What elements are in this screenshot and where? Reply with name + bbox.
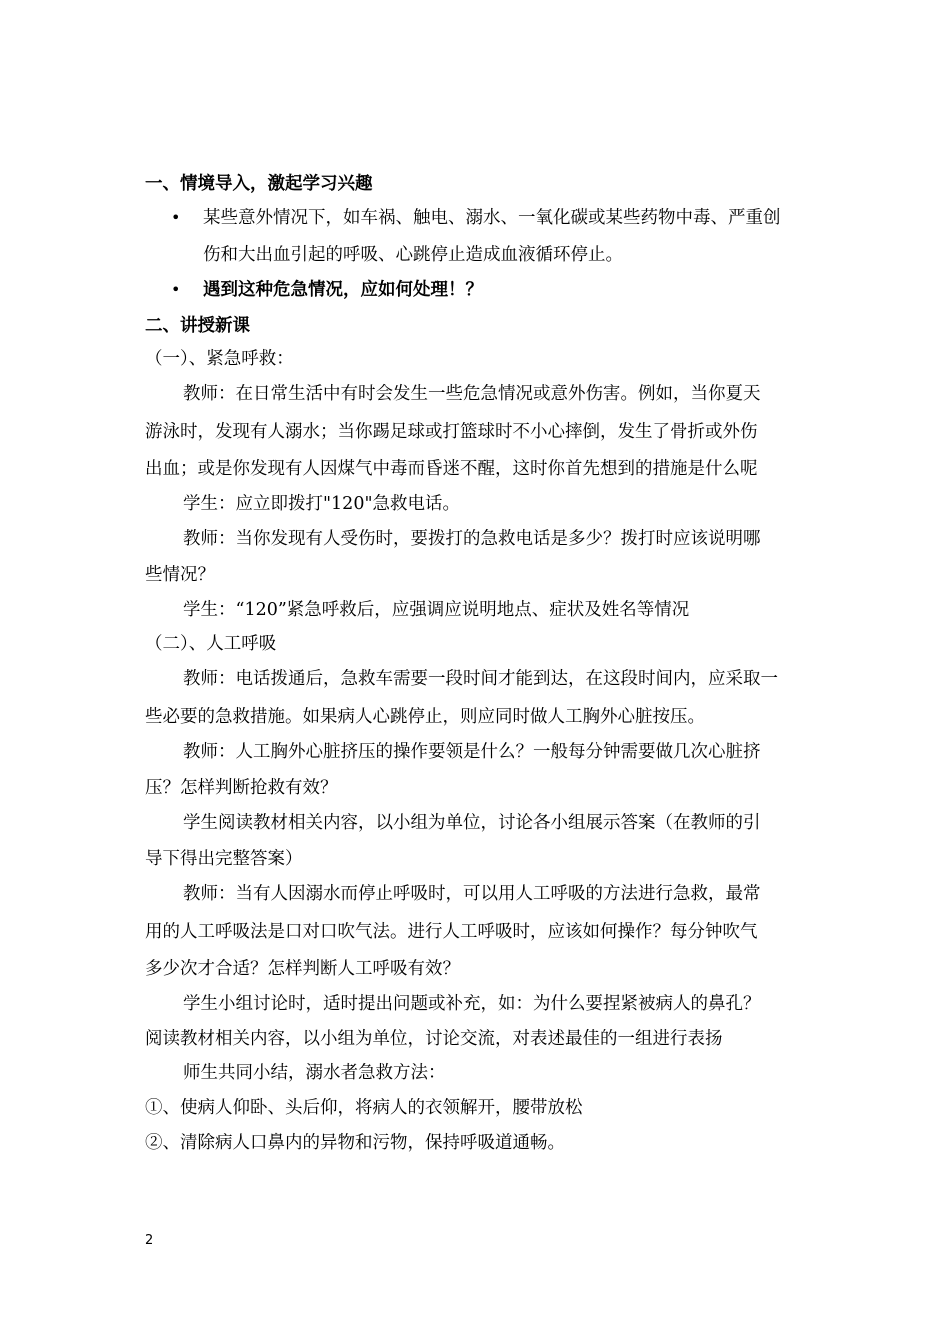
bullet1-line2: 伤和大出血引起的呼吸、心跳停止造成血液循环停止。 — [203, 245, 623, 265]
list-item-1: ①、使病人仰卧、头后仰，将病人的衣领解开，腰带放松 — [145, 1098, 583, 1118]
para2: 学生：应立即拨打"120"急救电话。 — [183, 494, 460, 514]
section1-heading: 一、情境导入，激起学习兴趣 — [145, 174, 373, 194]
para8-line3: 多少次才合适？怎样判断人工呼吸有效？ — [145, 959, 460, 979]
para5-line2: 些必要的急救措施。如果病人心跳停止，则应同时做人工胸外心脏按压。 — [145, 707, 705, 727]
bullet-1: • — [171, 208, 181, 227]
para3-line1: 教师：当你发现有人受伤时，要拨打的急救电话是多少？拨打时应该说明哪 — [183, 529, 761, 549]
para8-line2: 用的人工呼吸法是口对口吹气法。进行人工呼吸时，应该如何操作？每分钟吹气 — [145, 922, 758, 942]
para1-line2: 游泳时，发现有人溺水；当你踢足球或打篮球时不小心摔倒，发生了骨折或外伤 — [145, 422, 758, 442]
para9-line2: 阅读教材相关内容，以小组为单位，讨论交流，对表述最佳的一组进行表扬 — [145, 1029, 723, 1049]
para7-line1: 学生阅读教材相关内容，以小组为单位，讨论各小组展示答案（在教师的引 — [183, 813, 761, 833]
page-number: 2 — [145, 1233, 154, 1248]
bullet-2: • — [171, 280, 181, 299]
para1-line1: 教师：在日常生活中有时会发生一些危急情况或意外伤害。例如，当你夏天 — [183, 384, 761, 404]
para9-line1: 学生小组讨论时，适时提出问题或补充，如：为什么要捏紧被病人的鼻孔？ — [183, 994, 761, 1014]
subheading-2: （二）、人工呼吸 — [145, 634, 277, 654]
section2-heading: 二、讲授新课 — [145, 316, 250, 336]
bullet1-line1: 某些意外情况下，如车祸、触电、溺水、一氧化碳或某些药物中毒、严重创 — [203, 208, 781, 228]
para4: 学生：“120”紧急呼救后，应强调应说明地点、症状及姓名等情况 — [183, 600, 690, 620]
list-item-2: ②、清除病人口鼻内的异物和污物，保持呼吸道通畅。 — [145, 1133, 565, 1153]
para6-line1: 教师：人工胸外心脏挤压的操作要领是什么？一般每分钟需要做几次心脏挤 — [183, 742, 761, 762]
bullet2-text: 遇到这种危急情况，应如何处理！？ — [203, 280, 483, 300]
para6-line2: 压？怎样判断抢救有效？ — [145, 778, 338, 798]
para7-line2: 导下得出完整答案） — [145, 849, 303, 869]
para1-line3: 出血；或是你发现有人因煤气中毒而昏迷不醒，这时你首先想到的措施是什么呢 — [145, 459, 758, 479]
para5-line1: 教师：电话拨通后，急救车需要一段时间才能到达，在这段时间内，应采取一 — [183, 669, 778, 689]
para10: 师生共同小结，溺水者急救方法： — [183, 1063, 446, 1083]
para3-line2: 些情况？ — [145, 565, 215, 585]
para8-line1: 教师：当有人因溺水而停止呼吸时，可以用人工呼吸的方法进行急救，最常 — [183, 884, 761, 904]
subheading-1: （一）、紧急呼救： — [145, 349, 294, 369]
